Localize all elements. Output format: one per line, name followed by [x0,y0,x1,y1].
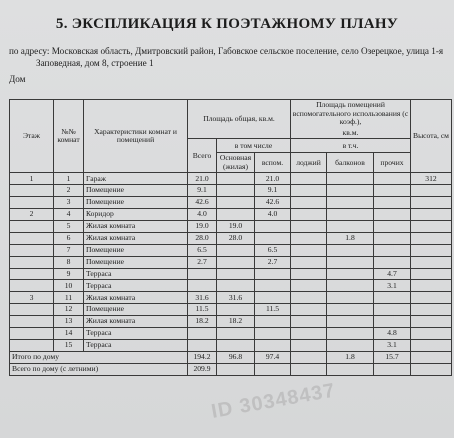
cell-loggia [291,280,327,292]
cell-loggia [291,209,327,221]
cell-height: 312 [411,173,452,185]
address-block [9,45,449,69]
cell-balcony: 1.8 [327,232,374,244]
header-main: Основная (жилая) [217,153,255,173]
cell-main [217,173,255,185]
totals-row [10,351,452,363]
table-row [10,209,452,221]
cell-aux [255,316,291,328]
header-loggia: лоджий [291,153,327,173]
cell-description: Жилая комната [84,292,188,304]
grand-empty-cell [217,363,255,375]
cell-other [374,316,411,328]
table-row [10,185,452,197]
table-row [10,316,452,328]
cell-aux: 4.0 [255,209,291,221]
cell-main [217,280,255,292]
cell-floor: 3 [10,292,54,304]
cell-room-no: 15 [54,339,84,351]
cell-room-no: 6 [54,232,84,244]
header-total: Всего [188,139,217,173]
cell-balcony [327,197,374,209]
cell-loggia [291,173,327,185]
cell-floor [10,316,54,328]
cell-loggia [291,268,327,280]
cell-room-no: 13 [54,316,84,328]
table-row [10,256,452,268]
cell-floor [10,185,54,197]
cell-height [411,197,452,209]
cell-loggia [291,316,327,328]
grand-empty-cell [255,363,291,375]
cell-aux [255,221,291,233]
table-row [10,197,452,209]
cell-loggia [291,197,327,209]
cell-height [411,304,452,316]
cell-floor [10,339,54,351]
cell-balcony [327,339,374,351]
table-row [10,304,452,316]
cell-description: Коридор [84,209,188,221]
cell-total: 21.0 [188,173,217,185]
cell-balcony [327,292,374,304]
cell-aux [255,328,291,340]
cell-description: Помещение [84,256,188,268]
cell-floor [10,232,54,244]
cell-height [411,232,452,244]
cell-balcony [327,244,374,256]
cell-aux: 42.6 [255,197,291,209]
table-row [10,232,452,244]
cell-floor [10,197,54,209]
cell-aux: 21.0 [255,173,291,185]
cell-balcony [327,256,374,268]
cell-height [411,185,452,197]
table-row [10,221,452,233]
cell-other: 3.1 [374,339,411,351]
cell-other: 4.8 [374,328,411,340]
cell-balcony [327,316,374,328]
cell-main [217,197,255,209]
header-other: прочих [374,153,411,173]
cell-loggia [291,256,327,268]
cell-room-no: 7 [54,244,84,256]
table-row [10,244,452,256]
table-body [10,173,452,351]
cell-room-no: 2 [54,185,84,197]
cell-aux: 6.5 [255,244,291,256]
cell-aux: 9.1 [255,185,291,197]
cell-other [374,244,411,256]
cell-main [217,304,255,316]
cell-main: 28.0 [217,232,255,244]
cell-total: 11.5 [188,304,217,316]
cell-floor [10,221,54,233]
cell-main: 31.6 [217,292,255,304]
cell-floor [10,280,54,292]
cell-description: Терраса [84,339,188,351]
address-line-1: по адресу: Московская область, Дмитровский район, Габовское сельское поселение, село Озерецкое, улица 1-я [9,46,444,56]
header-floor: Этаж [10,100,54,173]
cell-floor [10,328,54,340]
totals-balcony: 1.8 [327,351,374,363]
cell-main [217,185,255,197]
cell-loggia [291,185,327,197]
cell-description: Гараж [84,173,188,185]
grand-total: 209.9 [188,363,217,375]
cell-total: 31.6 [188,292,217,304]
header-incl2: в т.ч. [291,139,411,153]
cell-aux: 2.7 [255,256,291,268]
cell-main [217,244,255,256]
cell-balcony [327,280,374,292]
cell-other [374,209,411,221]
cell-other [374,292,411,304]
cell-loggia [291,339,327,351]
header-description: Характеристики комнат и помещений [84,100,188,173]
cell-loggia [291,221,327,233]
cell-main: 19.0 [217,221,255,233]
cell-loggia [291,304,327,316]
cell-room-no: 10 [54,280,84,292]
table-row [10,339,452,351]
cell-room-no: 9 [54,268,84,280]
cell-balcony [327,173,374,185]
cell-description: Жилая комната [84,221,188,233]
cell-other: 3.1 [374,280,411,292]
totals-main: 96.8 [217,351,255,363]
totals-total: 194.2 [188,351,217,363]
cell-main: 18.2 [217,316,255,328]
grand-empty-cell [291,363,327,375]
cell-total [188,339,217,351]
cell-description: Терраса [84,328,188,340]
cell-description: Помещение [84,244,188,256]
cell-floor [10,304,54,316]
cell-balcony [327,328,374,340]
cell-total [188,280,217,292]
cell-balcony [327,268,374,280]
header-balcony: балконов [327,153,374,173]
totals-loggia [291,351,327,363]
cell-balcony [327,185,374,197]
cell-description: Помещение [84,304,188,316]
cell-room-no: 5 [54,221,84,233]
cell-total: 42.6 [188,197,217,209]
cell-balcony [327,209,374,221]
cell-height [411,209,452,221]
cell-height [411,256,452,268]
cell-description: Жилая комната [84,232,188,244]
cell-room-no: 11 [54,292,84,304]
totals-other: 15.7 [374,351,411,363]
cell-height [411,221,452,233]
cell-floor: 1 [10,173,54,185]
cell-floor [10,268,54,280]
header-aux-area: Площадь помещений вспомогательного использования (с коэф.), [291,100,411,128]
cell-other [374,221,411,233]
cell-aux [255,280,291,292]
header-incl: в том числе [217,139,291,153]
table-row [10,173,452,185]
cell-description: Терраса [84,268,188,280]
table-row [10,280,452,292]
table-row [10,328,452,340]
cell-total: 28.0 [188,232,217,244]
cell-room-no: 8 [54,256,84,268]
cell-other [374,173,411,185]
cell-balcony [327,304,374,316]
cell-room-no: 4 [54,209,84,221]
cell-height [411,244,452,256]
cell-floor [10,244,54,256]
header-aux: вспом. [255,153,291,173]
cell-description: Помещение [84,197,188,209]
totals-label: Итого по дому [10,351,188,363]
table-row [10,268,452,280]
cell-height [411,268,452,280]
cell-total: 4.0 [188,209,217,221]
table-row [10,292,452,304]
cell-aux: 11.5 [255,304,291,316]
cell-description: Помещение [84,185,188,197]
cell-other [374,256,411,268]
totals-aux: 97.4 [255,351,291,363]
cell-main [217,256,255,268]
header-total-area: Площадь общая, кв.м. [188,100,291,139]
header-room-no: №№ комнат [54,100,84,173]
cell-aux [255,339,291,351]
cell-aux [255,268,291,280]
watermark: ID 30348437 [209,379,338,423]
cell-height [411,292,452,304]
cell-total: 18.2 [188,316,217,328]
address-line-2: Заповедная, дом 8, строение 1 [36,58,154,68]
cell-total: 19.0 [188,221,217,233]
cell-main [217,268,255,280]
cell-room-no: 1 [54,173,84,185]
cell-total [188,268,217,280]
cell-total [188,328,217,340]
grand-label: Всего по дому (с летними) [10,363,188,375]
cell-main [217,209,255,221]
cell-balcony [327,221,374,233]
cell-height [411,328,452,340]
header-height: Высота, см [411,100,452,173]
header-kvm: кв.м. [291,128,411,139]
cell-height [411,316,452,328]
explication-table [9,99,452,376]
cell-main [217,328,255,340]
cell-total: 9.1 [188,185,217,197]
cell-floor [10,256,54,268]
building-label: Дом [9,74,26,84]
cell-main [217,339,255,351]
cell-loggia [291,328,327,340]
cell-room-no: 3 [54,197,84,209]
cell-other [374,232,411,244]
cell-loggia [291,244,327,256]
cell-description: Терраса [84,280,188,292]
cell-other [374,197,411,209]
cell-other [374,185,411,197]
cell-aux [255,232,291,244]
cell-height [411,339,452,351]
cell-room-no: 12 [54,304,84,316]
cell-other: 4.7 [374,268,411,280]
cell-description: Жилая комната [84,316,188,328]
cell-loggia [291,292,327,304]
page-title: 5. ЭКСПЛИКАЦИЯ К ПОЭТАЖНОМУ ПЛАНУ [55,16,399,32]
cell-total: 2.7 [188,256,217,268]
cell-loggia [291,232,327,244]
cell-total: 6.5 [188,244,217,256]
cell-room-no: 14 [54,328,84,340]
cell-aux [255,292,291,304]
cell-other [374,304,411,316]
cell-floor: 2 [10,209,54,221]
totals-height [411,351,452,363]
cell-height [411,280,452,292]
